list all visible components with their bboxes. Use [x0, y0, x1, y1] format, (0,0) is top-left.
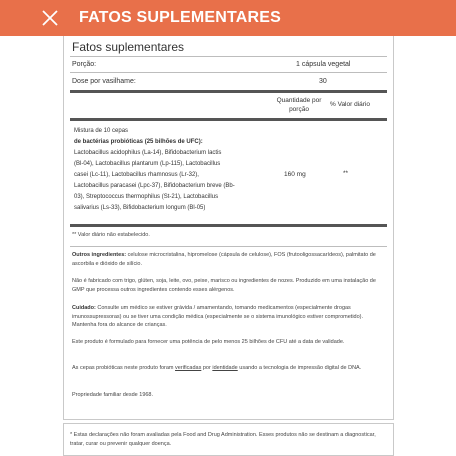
- facts-heading: Fatos suplementares: [72, 40, 185, 54]
- thick-divider: [70, 224, 387, 227]
- potency-statement: Este produto é formulado para fornecer uma potência de pelo menos 25 bilhões de CFU até a data de validade.: [72, 339, 345, 345]
- divider: [70, 246, 387, 247]
- identity-link[interactable]: identidade: [212, 365, 238, 371]
- allergen-statement: Não é fabricado com trigo, glúten, soja, leite, ovo, peixe, marisco ou ingredientes de nozes. Produzido em uma instalação de GMP que processa outros ingredientes contendo esses alérgenos.: [72, 278, 376, 293]
- amount-column-header: Quantidade por porção: [276, 97, 322, 113]
- caution-label: Cuidado:: [72, 305, 96, 311]
- servings-per-container-value: 30: [319, 78, 327, 85]
- other-ingredients-label: Outros ingredientes:: [72, 252, 127, 258]
- serving-size-value: 1 cápsula vegetal: [296, 61, 351, 68]
- servings-per-container-label: Dose por vasilhame:: [72, 78, 136, 85]
- probiotic-blend: [74, 126, 244, 214]
- supplement-facts-panel: [63, 36, 394, 420]
- serving-size-label: Porção:: [72, 61, 97, 68]
- strain-line: 03), Streptococcus thermophilus (St-21), Lactobacillus: [74, 194, 219, 200]
- blend-name-line2: de bactérias probióticas (25 bilhões de UFC):: [74, 139, 203, 145]
- banner-title: FATOS SUPLEMENTARES: [79, 9, 282, 26]
- thick-divider: [70, 118, 387, 121]
- caution-text: Consulte um médico se estiver grávida / amamentando, tomando medicamentos (especialmente drogas imunossupressoras) ou se tiver uma condição médica (especialmente se o sistema imunológico estiver comprometido). Mantenha fora do alcance de crianças.: [72, 305, 364, 328]
- daily-value-column-header: % Valor diário: [330, 101, 370, 108]
- strain-line: casei (Lc-11), Lactobacillus rhamnosus (Lr-32),: [74, 172, 199, 178]
- family-owned-statement: Propriedade familiar desde 1968.: [72, 392, 154, 398]
- other-ingredients-text: celulose microcristalina, hipromelose (cápsula de celulose), FOS (frutooligossacarídeos), palmitato de ascorbila e dióxido de silício.: [72, 252, 376, 267]
- close-x-icon[interactable]: [39, 7, 61, 29]
- divider: [70, 72, 387, 73]
- caution-statement: [72, 304, 387, 330]
- strain-line: salivarius (Ls-33), Bifidobacterium longum (Bl-05): [74, 205, 206, 211]
- strain-line: Lactobacillus acidophilus (La-14), Bifidobacterium lactis: [74, 150, 222, 156]
- strain-line: (Bl-04), Lactobacillus plantarum (Lp-115), Lactobacillus: [74, 161, 221, 167]
- thick-divider: [70, 90, 387, 93]
- header-banner: [0, 0, 456, 36]
- other-ingredients: [72, 251, 387, 268]
- divider: [70, 56, 387, 57]
- fda-disclaimer-text: * Estas declarações não foram avaliadas pela Food and Drug Administration. Esses produtos não se destinam a diagnosticar, tratar, curar ou prevenir qualquer doença.: [70, 432, 376, 447]
- verified-link[interactable]: verificadas: [175, 365, 202, 371]
- blend-daily-value: **: [343, 170, 349, 177]
- blend-name-line1: Mistura de 10 cepas: [74, 128, 129, 134]
- strain-line: Lactobacillus paracasei (Lpc-37), Bifidobacterium breve (Bb-: [74, 183, 235, 189]
- daily-value-footnote: ** Valor diário não estabelecido.: [72, 232, 150, 238]
- blend-amount: 160 mg: [284, 171, 306, 178]
- fda-disclaimer-box: [63, 423, 394, 456]
- dna-verification-statement: As cepas probióticas neste produto foram verificadas por identidade usando a tecnologia de impressão digital de DNA.: [72, 365, 362, 371]
